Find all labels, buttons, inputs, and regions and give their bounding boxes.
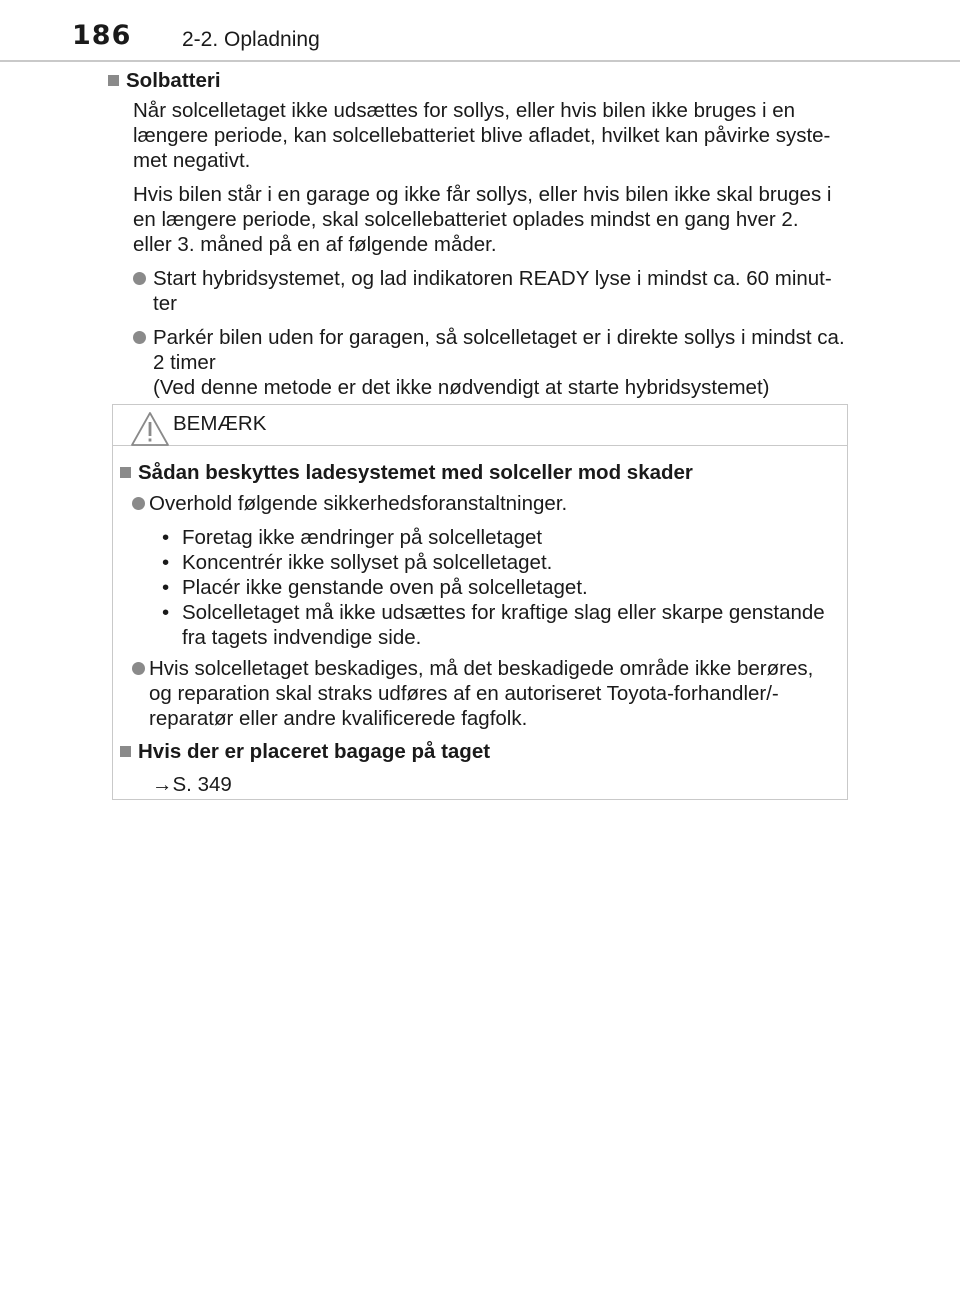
paragraph-1 bbox=[133, 98, 856, 173]
chapter-title: 2-2. Opladning bbox=[182, 28, 320, 51]
paragraph-line: met negativt. bbox=[133, 149, 251, 172]
page-number: 186 bbox=[72, 20, 132, 51]
paragraph-line: længere periode, kan solcellebatteriet blive afladet, hvilket kan påvirke syste- bbox=[133, 124, 831, 147]
bullet-mark: • bbox=[162, 576, 170, 599]
round-bullet-icon bbox=[132, 662, 145, 675]
list-item-line: fra tagets indvendige side. bbox=[182, 626, 422, 649]
round-bullet-icon bbox=[133, 331, 146, 344]
paragraph-line: Hvis bilen står i en garage og ikke får sollys, eller hvis bilen ikke skal bruges i bbox=[133, 183, 832, 206]
list-item-line: Parkér bilen uden for garagen, så solcelletaget er i direkte sollys i mindst ca. bbox=[153, 326, 845, 349]
list-item-line: Hvis solcelletaget beskadiges, må det beskadigede område ikke berøres, bbox=[149, 657, 814, 680]
list-item bbox=[162, 525, 840, 550]
list-item-line: Start hybridsystemet, og lad indikatoren READY lyse i mindst ca. 60 minut- bbox=[153, 267, 832, 290]
list-item-line: 2 timer bbox=[153, 351, 216, 374]
section-heading bbox=[108, 68, 856, 93]
main-content bbox=[108, 68, 856, 400]
list-item-line: Koncentrér ikke sollyset på solcelletaget. bbox=[182, 551, 553, 574]
section-title: Solbatteri bbox=[126, 69, 221, 92]
notice-heading bbox=[120, 460, 840, 485]
round-bullet-icon bbox=[133, 272, 146, 285]
list-item bbox=[132, 491, 840, 516]
precaution-list bbox=[162, 525, 840, 650]
list-item-text: Overhold følgende sikkerhedsforanstaltninger. bbox=[149, 492, 568, 515]
list-item-line: og reparation skal straks udføres af en autoriseret Toyota-forhandler/- bbox=[149, 682, 779, 705]
round-bullet-icon bbox=[132, 497, 145, 510]
paragraph-line: eller 3. måned på en af følgende måder. bbox=[133, 233, 497, 256]
notice-label: BEMÆRK bbox=[173, 412, 267, 435]
list-item bbox=[133, 325, 856, 400]
notice-header bbox=[113, 405, 847, 446]
notice-heading bbox=[120, 739, 840, 764]
square-bullet-icon bbox=[120, 746, 131, 757]
notice-box bbox=[112, 404, 848, 800]
list-item-line: (Ved denne metode er det ikke nødvendigt at starte hybridsystemet) bbox=[153, 376, 770, 399]
warning-triangle-icon bbox=[130, 411, 170, 447]
list-item-line: Solcelletaget må ikke udsættes for kraftige slag eller skarpe genstande bbox=[182, 601, 825, 624]
list-item bbox=[162, 600, 840, 650]
list-item-line: reparatør eller andre kvalificerede fagfolk. bbox=[149, 707, 528, 730]
bullet-mark: • bbox=[162, 601, 170, 624]
list-item bbox=[162, 550, 840, 575]
bullet-mark: • bbox=[162, 526, 170, 549]
list-item bbox=[162, 575, 840, 600]
page-reference-link[interactable]: →S. 349 bbox=[152, 773, 232, 796]
notice-heading-text: Sådan beskyttes ladesystemet med solceller mod skader bbox=[138, 461, 693, 484]
notice-body bbox=[113, 446, 847, 797]
list-item-line: Foretag ikke ændringer på solcelletaget bbox=[182, 526, 543, 549]
list-item bbox=[133, 266, 856, 316]
notice-heading-text: Hvis der er placeret bagage på taget bbox=[138, 740, 491, 763]
square-bullet-icon bbox=[120, 467, 131, 478]
paragraph-line: en længere periode, skal solcellebatteriet oplades mindst en gang hver 2. bbox=[133, 208, 799, 231]
list-item bbox=[132, 656, 840, 731]
list-item-line: Placér ikke genstande oven på solcelletaget. bbox=[182, 576, 588, 599]
paragraph-line: Når solcelletaget ikke udsættes for sollys, eller hvis bilen ikke bruges i en bbox=[133, 99, 795, 122]
page-header bbox=[0, 0, 960, 62]
list-item-line: ter bbox=[153, 292, 177, 315]
square-bullet-icon bbox=[108, 75, 119, 86]
bullet-mark: • bbox=[162, 551, 170, 574]
header-divider bbox=[0, 60, 960, 62]
paragraph-2 bbox=[133, 182, 856, 257]
